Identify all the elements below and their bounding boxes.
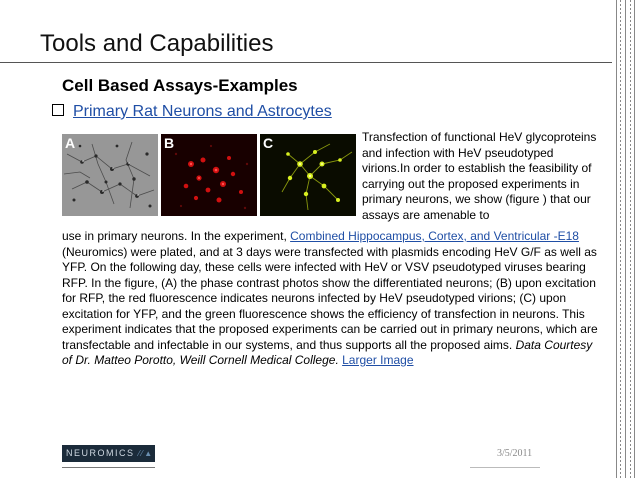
bullet-item xyxy=(52,103,332,123)
logo-swoosh-icon: ⁄⁄▲ xyxy=(138,449,154,458)
section-subtitle: Cell Based Assays-Examples xyxy=(62,76,298,95)
body-paragraph xyxy=(62,229,602,369)
footer-divider xyxy=(62,467,155,468)
figure-panel-b xyxy=(161,134,257,216)
larger-image-link[interactable]: Larger Image xyxy=(342,353,414,367)
logo-text: NEUROMICS xyxy=(66,448,135,458)
slide-title: Tools and Capabilities xyxy=(40,30,274,57)
combined-hippocampus-link[interactable]: Combined Hippocampus, Cortex, and Ventricular -E18 xyxy=(290,229,579,243)
panel-b-label: B xyxy=(164,135,175,151)
figure-panel-c xyxy=(260,134,356,216)
title-divider xyxy=(0,62,612,63)
date-divider xyxy=(470,467,540,468)
decorative-edge-bars xyxy=(612,0,638,478)
figure-side-text: Transfection of functional HeV glycoproteins and infection with HeV pseudotyped virions.In order to establish the feasibility of carrying out the proposed experiments in primary neurons, we show (figure ) that our assays are amenable to xyxy=(362,130,597,222)
primary-neurons-link[interactable]: Primary Rat Neurons and Astrocytes xyxy=(73,103,332,120)
checkbox-bullet-icon xyxy=(52,104,64,116)
neuromics-logo xyxy=(62,445,155,462)
slide-date: 3/5/2011 xyxy=(497,448,533,459)
panel-c-label: C xyxy=(263,135,274,151)
data-credit: Data Courtesy of Dr. Matteo Porotto, Weill Cornell Medical College. xyxy=(62,337,593,367)
panel-a-label: A xyxy=(65,135,76,151)
body-text-part2: (Neuromics) were plated, and at 3 days were transfected with plasmids encoding HeV G/F as well as YFP. On the following day, these cells were infected with HeV or VSV pseudotyped viruses bearing RFP. In the figure, (A) the phase contrast photos show the differentiated neurons; (B) upon excitation for RFP, the red fluorescence indicates neurons infected by HeV pseudotyped virions; (C) upon excitation for YFP, and the green fluorescence shows the efficiency of transfection in neurons. This experiment indicates that the proposed experiments can be carried out in primary neurons, which are transfectable and infectable in our systems, and thus supports all the proposed aims. xyxy=(62,244,598,352)
figure-panel-a xyxy=(62,134,158,216)
figure-panels xyxy=(62,134,356,216)
body-text-part1: use in primary neurons. In the experiment, xyxy=(62,229,291,243)
